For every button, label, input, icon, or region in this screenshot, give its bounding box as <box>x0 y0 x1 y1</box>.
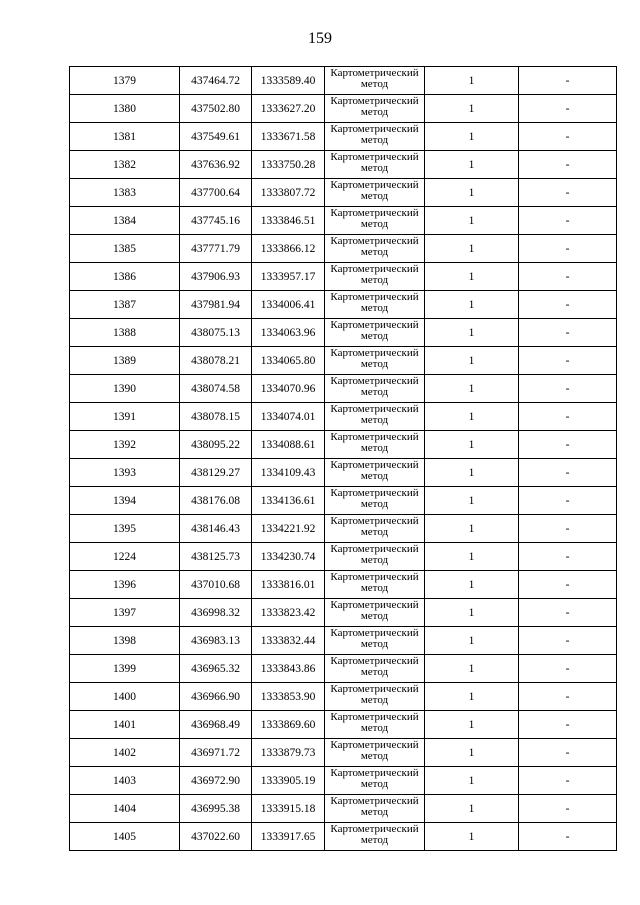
point-number-cell: 1402 <box>70 739 180 767</box>
x-coordinate-cell: 437464.72 <box>180 67 252 95</box>
note-cell: - <box>519 515 617 543</box>
method-cell: Картометрический метод <box>325 123 425 151</box>
note-cell: - <box>519 823 617 851</box>
method-cell: Картометрический метод <box>325 67 425 95</box>
table-row <box>70 599 617 627</box>
table-row <box>70 319 617 347</box>
method-cell: Картометрический метод <box>325 291 425 319</box>
note-cell: - <box>519 795 617 823</box>
precision-cell: 1 <box>425 655 519 683</box>
precision-cell: 1 <box>425 235 519 263</box>
note-cell: - <box>519 207 617 235</box>
point-number-cell: 1390 <box>70 375 180 403</box>
precision-cell: 1 <box>425 711 519 739</box>
table-row <box>70 95 617 123</box>
point-number-cell: 1396 <box>70 571 180 599</box>
note-cell: - <box>519 403 617 431</box>
y-coordinate-cell: 1333627.20 <box>252 95 325 123</box>
point-number-cell: 1393 <box>70 459 180 487</box>
note-cell: - <box>519 431 617 459</box>
method-cell: Картометрический метод <box>325 571 425 599</box>
precision-cell: 1 <box>425 207 519 235</box>
y-coordinate-cell: 1334063.96 <box>252 319 325 347</box>
note-cell: - <box>519 487 617 515</box>
x-coordinate-cell: 436965.32 <box>180 655 252 683</box>
precision-cell: 1 <box>425 767 519 795</box>
note-cell: - <box>519 571 617 599</box>
x-coordinate-cell: 438146.43 <box>180 515 252 543</box>
point-number-cell: 1383 <box>70 179 180 207</box>
precision-cell: 1 <box>425 571 519 599</box>
y-coordinate-cell: 1334070.96 <box>252 375 325 403</box>
y-coordinate-cell: 1333866.12 <box>252 235 325 263</box>
point-number-cell: 1399 <box>70 655 180 683</box>
x-coordinate-cell: 436995.38 <box>180 795 252 823</box>
note-cell: - <box>519 347 617 375</box>
point-number-cell: 1382 <box>70 151 180 179</box>
method-cell: Картометрический метод <box>325 683 425 711</box>
note-cell: - <box>519 767 617 795</box>
y-coordinate-cell: 1334109.43 <box>252 459 325 487</box>
method-cell: Картометрический метод <box>325 95 425 123</box>
method-cell: Картометрический метод <box>325 739 425 767</box>
method-cell: Картометрический метод <box>325 795 425 823</box>
table-row <box>70 515 617 543</box>
x-coordinate-cell: 437636.92 <box>180 151 252 179</box>
table-row <box>70 487 617 515</box>
method-cell: Картометрический метод <box>325 347 425 375</box>
point-number-cell: 1389 <box>70 347 180 375</box>
table-row <box>70 263 617 291</box>
precision-cell: 1 <box>425 739 519 767</box>
note-cell: - <box>519 291 617 319</box>
point-number-cell: 1392 <box>70 431 180 459</box>
precision-cell: 1 <box>425 823 519 851</box>
precision-cell: 1 <box>425 375 519 403</box>
point-number-cell: 1224 <box>70 543 180 571</box>
table-row <box>70 823 617 851</box>
table-row <box>70 151 617 179</box>
method-cell: Картометрический метод <box>325 711 425 739</box>
table-row <box>70 655 617 683</box>
y-coordinate-cell: 1333917.65 <box>252 823 325 851</box>
note-cell: - <box>519 151 617 179</box>
method-cell: Картометрический метод <box>325 403 425 431</box>
precision-cell: 1 <box>425 431 519 459</box>
y-coordinate-cell: 1333823.42 <box>252 599 325 627</box>
y-coordinate-cell: 1334230.74 <box>252 543 325 571</box>
precision-cell: 1 <box>425 123 519 151</box>
table-row <box>70 711 617 739</box>
y-coordinate-cell: 1333879.73 <box>252 739 325 767</box>
coordinates-table-body <box>70 67 617 851</box>
precision-cell: 1 <box>425 543 519 571</box>
precision-cell: 1 <box>425 347 519 375</box>
y-coordinate-cell: 1334088.61 <box>252 431 325 459</box>
precision-cell: 1 <box>425 67 519 95</box>
precision-cell: 1 <box>425 627 519 655</box>
note-cell: - <box>519 95 617 123</box>
precision-cell: 1 <box>425 487 519 515</box>
table-row <box>70 543 617 571</box>
x-coordinate-cell: 438176.08 <box>180 487 252 515</box>
precision-cell: 1 <box>425 151 519 179</box>
method-cell: Картометрический метод <box>325 235 425 263</box>
method-cell: Картометрический метод <box>325 655 425 683</box>
method-cell: Картометрический метод <box>325 515 425 543</box>
y-coordinate-cell: 1333853.90 <box>252 683 325 711</box>
note-cell: - <box>519 599 617 627</box>
method-cell: Картометрический метод <box>325 823 425 851</box>
table-row <box>70 683 617 711</box>
point-number-cell: 1381 <box>70 123 180 151</box>
table-row <box>70 235 617 263</box>
method-cell: Картометрический метод <box>325 207 425 235</box>
x-coordinate-cell: 437700.64 <box>180 179 252 207</box>
method-cell: Картометрический метод <box>325 459 425 487</box>
y-coordinate-cell: 1333843.86 <box>252 655 325 683</box>
x-coordinate-cell: 437502.80 <box>180 95 252 123</box>
y-coordinate-cell: 1333589.40 <box>252 67 325 95</box>
table-row <box>70 291 617 319</box>
x-coordinate-cell: 437745.16 <box>180 207 252 235</box>
precision-cell: 1 <box>425 459 519 487</box>
coordinates-table <box>69 66 617 851</box>
x-coordinate-cell: 437022.60 <box>180 823 252 851</box>
note-cell: - <box>519 739 617 767</box>
x-coordinate-cell: 437771.79 <box>180 235 252 263</box>
note-cell: - <box>519 683 617 711</box>
table-row <box>70 795 617 823</box>
precision-cell: 1 <box>425 95 519 123</box>
precision-cell: 1 <box>425 403 519 431</box>
point-number-cell: 1405 <box>70 823 180 851</box>
table-row <box>70 571 617 599</box>
table-row <box>70 459 617 487</box>
y-coordinate-cell: 1333915.18 <box>252 795 325 823</box>
y-coordinate-cell: 1333957.17 <box>252 263 325 291</box>
method-cell: Картометрический метод <box>325 151 425 179</box>
table-row <box>70 207 617 235</box>
note-cell: - <box>519 655 617 683</box>
table-row <box>70 739 617 767</box>
table-row <box>70 627 617 655</box>
note-cell: - <box>519 627 617 655</box>
point-number-cell: 1384 <box>70 207 180 235</box>
method-cell: Картометрический метод <box>325 319 425 347</box>
table-row <box>70 347 617 375</box>
y-coordinate-cell: 1333750.28 <box>252 151 325 179</box>
y-coordinate-cell: 1333816.01 <box>252 571 325 599</box>
method-cell: Картометрический метод <box>325 599 425 627</box>
method-cell: Картометрический метод <box>325 627 425 655</box>
note-cell: - <box>519 711 617 739</box>
point-number-cell: 1398 <box>70 627 180 655</box>
x-coordinate-cell: 436972.90 <box>180 767 252 795</box>
table-row <box>70 123 617 151</box>
x-coordinate-cell: 438078.15 <box>180 403 252 431</box>
method-cell: Картометрический метод <box>325 543 425 571</box>
x-coordinate-cell: 438125.73 <box>180 543 252 571</box>
x-coordinate-cell: 438129.27 <box>180 459 252 487</box>
point-number-cell: 1385 <box>70 235 180 263</box>
point-number-cell: 1386 <box>70 263 180 291</box>
point-number-cell: 1404 <box>70 795 180 823</box>
method-cell: Картометрический метод <box>325 487 425 515</box>
y-coordinate-cell: 1333905.19 <box>252 767 325 795</box>
table-row <box>70 67 617 95</box>
x-coordinate-cell: 436983.13 <box>180 627 252 655</box>
point-number-cell: 1403 <box>70 767 180 795</box>
y-coordinate-cell: 1333846.51 <box>252 207 325 235</box>
x-coordinate-cell: 437549.61 <box>180 123 252 151</box>
point-number-cell: 1388 <box>70 319 180 347</box>
x-coordinate-cell: 436971.72 <box>180 739 252 767</box>
note-cell: - <box>519 543 617 571</box>
y-coordinate-cell: 1334074.01 <box>252 403 325 431</box>
table-row <box>70 767 617 795</box>
precision-cell: 1 <box>425 683 519 711</box>
table-row <box>70 431 617 459</box>
method-cell: Картометрический метод <box>325 179 425 207</box>
note-cell: - <box>519 459 617 487</box>
point-number-cell: 1387 <box>70 291 180 319</box>
x-coordinate-cell: 438095.22 <box>180 431 252 459</box>
point-number-cell: 1397 <box>70 599 180 627</box>
method-cell: Картометрический метод <box>325 767 425 795</box>
x-coordinate-cell: 437010.68 <box>180 571 252 599</box>
point-number-cell: 1394 <box>70 487 180 515</box>
y-coordinate-cell: 1333832.44 <box>252 627 325 655</box>
x-coordinate-cell: 436966.90 <box>180 683 252 711</box>
page-number: 159 <box>308 30 332 47</box>
point-number-cell: 1395 <box>70 515 180 543</box>
y-coordinate-cell: 1334006.41 <box>252 291 325 319</box>
precision-cell: 1 <box>425 263 519 291</box>
precision-cell: 1 <box>425 515 519 543</box>
x-coordinate-cell: 437906.93 <box>180 263 252 291</box>
precision-cell: 1 <box>425 179 519 207</box>
note-cell: - <box>519 179 617 207</box>
note-cell: - <box>519 123 617 151</box>
table-row <box>70 403 617 431</box>
x-coordinate-cell: 438078.21 <box>180 347 252 375</box>
precision-cell: 1 <box>425 291 519 319</box>
precision-cell: 1 <box>425 599 519 627</box>
x-coordinate-cell: 438075.13 <box>180 319 252 347</box>
note-cell: - <box>519 263 617 291</box>
point-number-cell: 1391 <box>70 403 180 431</box>
note-cell: - <box>519 67 617 95</box>
note-cell: - <box>519 319 617 347</box>
y-coordinate-cell: 1334065.80 <box>252 347 325 375</box>
x-coordinate-cell: 436998.32 <box>180 599 252 627</box>
method-cell: Картометрический метод <box>325 431 425 459</box>
point-number-cell: 1401 <box>70 711 180 739</box>
precision-cell: 1 <box>425 319 519 347</box>
x-coordinate-cell: 437981.94 <box>180 291 252 319</box>
y-coordinate-cell: 1333869.60 <box>252 711 325 739</box>
point-number-cell: 1400 <box>70 683 180 711</box>
y-coordinate-cell: 1333807.72 <box>252 179 325 207</box>
method-cell: Картометрический метод <box>325 375 425 403</box>
method-cell: Картометрический метод <box>325 263 425 291</box>
point-number-cell: 1379 <box>70 67 180 95</box>
note-cell: - <box>519 235 617 263</box>
y-coordinate-cell: 1334136.61 <box>252 487 325 515</box>
precision-cell: 1 <box>425 795 519 823</box>
y-coordinate-cell: 1334221.92 <box>252 515 325 543</box>
table-row <box>70 375 617 403</box>
point-number-cell: 1380 <box>70 95 180 123</box>
x-coordinate-cell: 436968.49 <box>180 711 252 739</box>
note-cell: - <box>519 375 617 403</box>
x-coordinate-cell: 438074.58 <box>180 375 252 403</box>
y-coordinate-cell: 1333671.58 <box>252 123 325 151</box>
table-row <box>70 179 617 207</box>
